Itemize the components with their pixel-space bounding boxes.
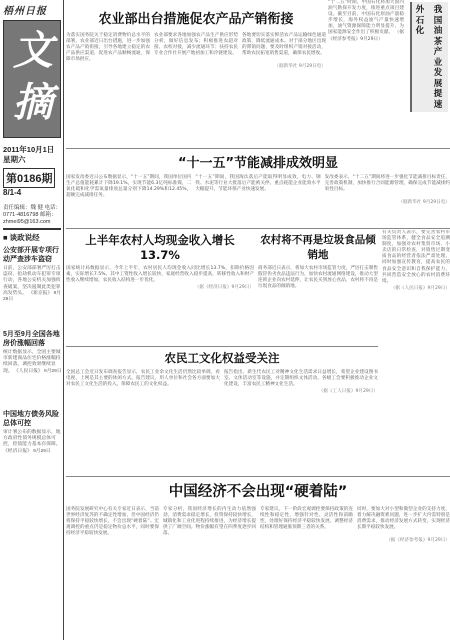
brief-text: 日前，公安部部署严厉打击盗窃、抢劫机动车犯罪专项行动，各地公安机关加强侦查破案，坚决遏制此类犯罪高发势头。 《新京报》 9月29日 xyxy=(3,266,62,303)
section-title-char-2: 摘 xyxy=(13,79,53,126)
article-body: 全国总工会近日发布调查报告显示，农民工业余文化生活仍然比较单调，看电视、上网是其主要的休闲方式。报告建议，用人单位和社会各方面要加大对农民工文化生活的投入，保障农民工的文化权益。 xyxy=(66,370,220,388)
masthead xyxy=(0,0,64,640)
article-source: （据《经济参考报》9月29日） xyxy=(386,538,450,544)
article-source: （据新华社 9月29日电） xyxy=(398,200,450,206)
brief-item xyxy=(3,410,63,455)
article-headline: 农业部出台措施促农产品产销衔接 xyxy=(98,12,294,27)
headline-char: 速 xyxy=(433,99,443,110)
article-junk-food-continued xyxy=(382,230,450,480)
article-columns xyxy=(66,507,450,537)
article-headline: “十一五”节能减排成效明显 xyxy=(177,156,339,171)
sidebar-headline-col-1 xyxy=(429,5,447,110)
article-migrant-culture xyxy=(66,348,378,473)
article-source: （据《人民日报》9月29日） xyxy=(390,285,450,291)
sidebar-headline-col-2 xyxy=(411,5,429,37)
article-junk-food xyxy=(258,230,378,345)
article-body: 国家统计局数据显示，今年上半年，农村居民人均现金收入同比增长13.7%，扣除价格因素，实际增长7.5%。其中工资性收入增长较快，家庭经营收入稳步提高，转移性收入和财产性收入继续增加，农民收入结构进一步优化。 xyxy=(66,266,254,284)
article-body: 农业部要求各地加强农产品生产供应形势分析，做好信息发布；积极推进农超对接、农校对接，减少流通环节；扶持农民专业合作社开展产地初加工和冷链建设。 xyxy=(154,33,238,57)
article-body: 同时，要加大对小型和微型企业的支持力度，着力解决融资难问题，进一步扩大内需特别是消费需求，推动经济发展方式转变，实现经济长期平稳较快发展。 xyxy=(357,507,450,531)
article-no-hard-landing xyxy=(66,478,450,640)
article-body: 发改委表示，“十二五”期间将进一步强化节能减排目标责任，完善政策机制，加快推行合同能源管理，确保完成节能减排约束性目标。 xyxy=(324,175,450,193)
section-divider xyxy=(66,346,378,347)
article-headline: 农村将不再是垃圾食品倾销地 xyxy=(260,234,376,261)
issue-number: 第0186期 xyxy=(3,168,63,188)
sidebar-headline xyxy=(410,2,448,112)
weekday: 星期六 xyxy=(3,155,26,164)
brief-text: 审计署公布的数据显示，地方政府性债务规模总体可控，偿债能力基本有保障。 《经济日报》 9月29日 xyxy=(3,430,61,454)
headline-char: 业 xyxy=(433,57,443,68)
section-title-char-1: 文 xyxy=(13,27,53,74)
brief-headline: 公安部开展专项行动严查涉车盗窃 xyxy=(3,247,59,263)
headline-char: 国 xyxy=(433,15,443,26)
date-line: 2011年10月1日 xyxy=(3,145,55,154)
article-source: （据《工人日报》9月29日） xyxy=(318,389,378,395)
article-headline: 农民工文化权益受关注 xyxy=(164,351,280,365)
brief-item xyxy=(3,330,63,375)
brief-headline: 中国地方债务风险总体可控 xyxy=(3,411,59,427)
article-headline: 中国经济不会出现“硬着陆” xyxy=(168,484,348,500)
article-body: 报告指出，新生代农民工对精神文化生活需求日益增长，希望企业建设图书室、文体活动室等设施，并定期组织文体活动。各级工会要积极推动企业文化建设，丰富农民工精神文化生活。 xyxy=(224,370,378,388)
section-title-box xyxy=(3,20,61,138)
article-body: 专家分析，我国经济增长的内生动力依然强劲，消费需求稳定增长，投资保持较快增长，城镇化和工业化进程持续推进，为经济增长提供了广阔空间。物价涨幅有望在四季度逐步回落。 xyxy=(163,507,256,537)
article-agri-marketing xyxy=(66,4,326,149)
headline-char: 提 xyxy=(433,89,443,99)
section-divider xyxy=(66,476,450,477)
headline-char: 茶 xyxy=(433,36,443,47)
article-columns xyxy=(66,33,326,63)
article-body: 国家发改委近日公布数据显示，“十一五”期间，我国单位国内生产总值能耗累计下降19.1%，实现节能6.3亿吨标准煤，二氧化硫和化学需氧量排放总量分别下降14.29%和12.45%，超额完成减排任务。 xyxy=(66,175,192,199)
brief-text: 统计数据显示，全国主要城市新建商品住宅价格涨幅持续回落，调控效果继续显现。 《人民日报》 9月29日 xyxy=(3,350,62,374)
sidebar-article xyxy=(328,0,450,145)
headline-char: 石 xyxy=(415,15,425,26)
section-code: 8/1-4 xyxy=(3,188,22,197)
article-columns xyxy=(66,175,450,199)
article-body: “十一五”期间，我国淘汰落后产能取得明显成效，电力、钢铁、水泥等行业大批落后产能被关停。重点耗能企业能效水平大幅提升，节能环保产业快速发展。 xyxy=(195,175,321,193)
issue-date xyxy=(3,145,63,165)
column-label: ■ 谈政说经 xyxy=(3,233,40,242)
article-body: 为落实国务院关于稳定消费物价总水平的部署，农业部近日出台措施，进一步加强农产品产销衔接，引导各地建立稳定的农产品供应渠道，促进农产品顺畅流通，保障市场供应。 xyxy=(66,33,150,63)
section-divider xyxy=(66,148,450,149)
editor-contact: 责任编辑：魏 健 电话：0771-4816798 邮箱：zhmei95@163.com xyxy=(3,205,62,225)
headline-char: 外 xyxy=(415,5,425,15)
article-headline: 上半年农村人均现金收入增长13.7% xyxy=(85,233,235,262)
article-source: （据《经济日报》9月29日） xyxy=(194,285,254,291)
article-body: 各地要切实落实鲜活农产品运输绿色通道政策，降低流通成本。对于部分地区出现的滞销问题，要及时组织产销对接活动，帮助农民拓宽销售渠道，确保农民增收。 xyxy=(242,33,326,57)
article-body: 国务院发展研究中心有关专家近日表示，当前世界经济复苏的不确定性增加，但中国经济仍将保持平稳较快增长，不会出现“硬着陆”。宏观调控的重点仍是稳定物价总水平，同时要保持经济平稳较快发展。 xyxy=(66,507,159,537)
article-body: 商务部近日表示，将加大农村市场监管力度，严厉打击制售假冒伪劣食品违法行为，加快农村流通网络建设，推动大型连锁企业向农村延伸，让农民买到放心食品，农村将不再是垃圾食品的倾销地。 xyxy=(258,266,378,290)
headline-char: 化 xyxy=(415,26,425,36)
brief-headline: 5月至9月全国各地房价涨幅回落 xyxy=(3,331,60,347)
article-source: （据新华社 9月29日电） xyxy=(274,64,326,70)
paper-name: 梧州日报 xyxy=(3,6,47,17)
article-body: 有关负责人表示，要完善农村市场监管体系，健全食品安全追溯制度，加强对农村集贸市场、小卖店的日常检查，对销售过期变质食品的经营者依法严肃处理。同时加强宣传教育，提高农民的食品安全意识和自我保护能力，共同营造安全放心的农村消费环境。 xyxy=(382,230,450,284)
masthead-rule xyxy=(3,228,61,230)
headline-char: 产 xyxy=(433,47,443,57)
headline-char: 展 xyxy=(433,78,443,89)
headline-char: 发 xyxy=(433,68,443,78)
headline-char: 我 xyxy=(433,5,443,15)
brief-item xyxy=(3,246,63,303)
article-body: 专家建议，下一阶段宏观调控要保持政策的连续性和稳定性，增强针对性、灵活性和前瞻性，处理好保持经济平稳较快发展、调整经济结构和管理通胀预期三者的关系。 xyxy=(260,507,353,531)
section-divider xyxy=(66,228,450,229)
headline-char: 油 xyxy=(433,26,443,36)
article-rural-income xyxy=(66,230,254,345)
article-energy-saving xyxy=(66,150,450,225)
article-columns xyxy=(66,370,378,388)
main-content xyxy=(66,0,450,640)
sidebar-body: “十二五”时期，中国石化将加大国内油气勘探开发力度，推进重点项目建设。截至目前，中国石化原油产量稳步增长，海外权益油气产量快速增加，油气资源保障能力明显提升，为国家能源安全作出了积极贡献。 （据《经济参考报》9月29日） xyxy=(328,0,404,42)
